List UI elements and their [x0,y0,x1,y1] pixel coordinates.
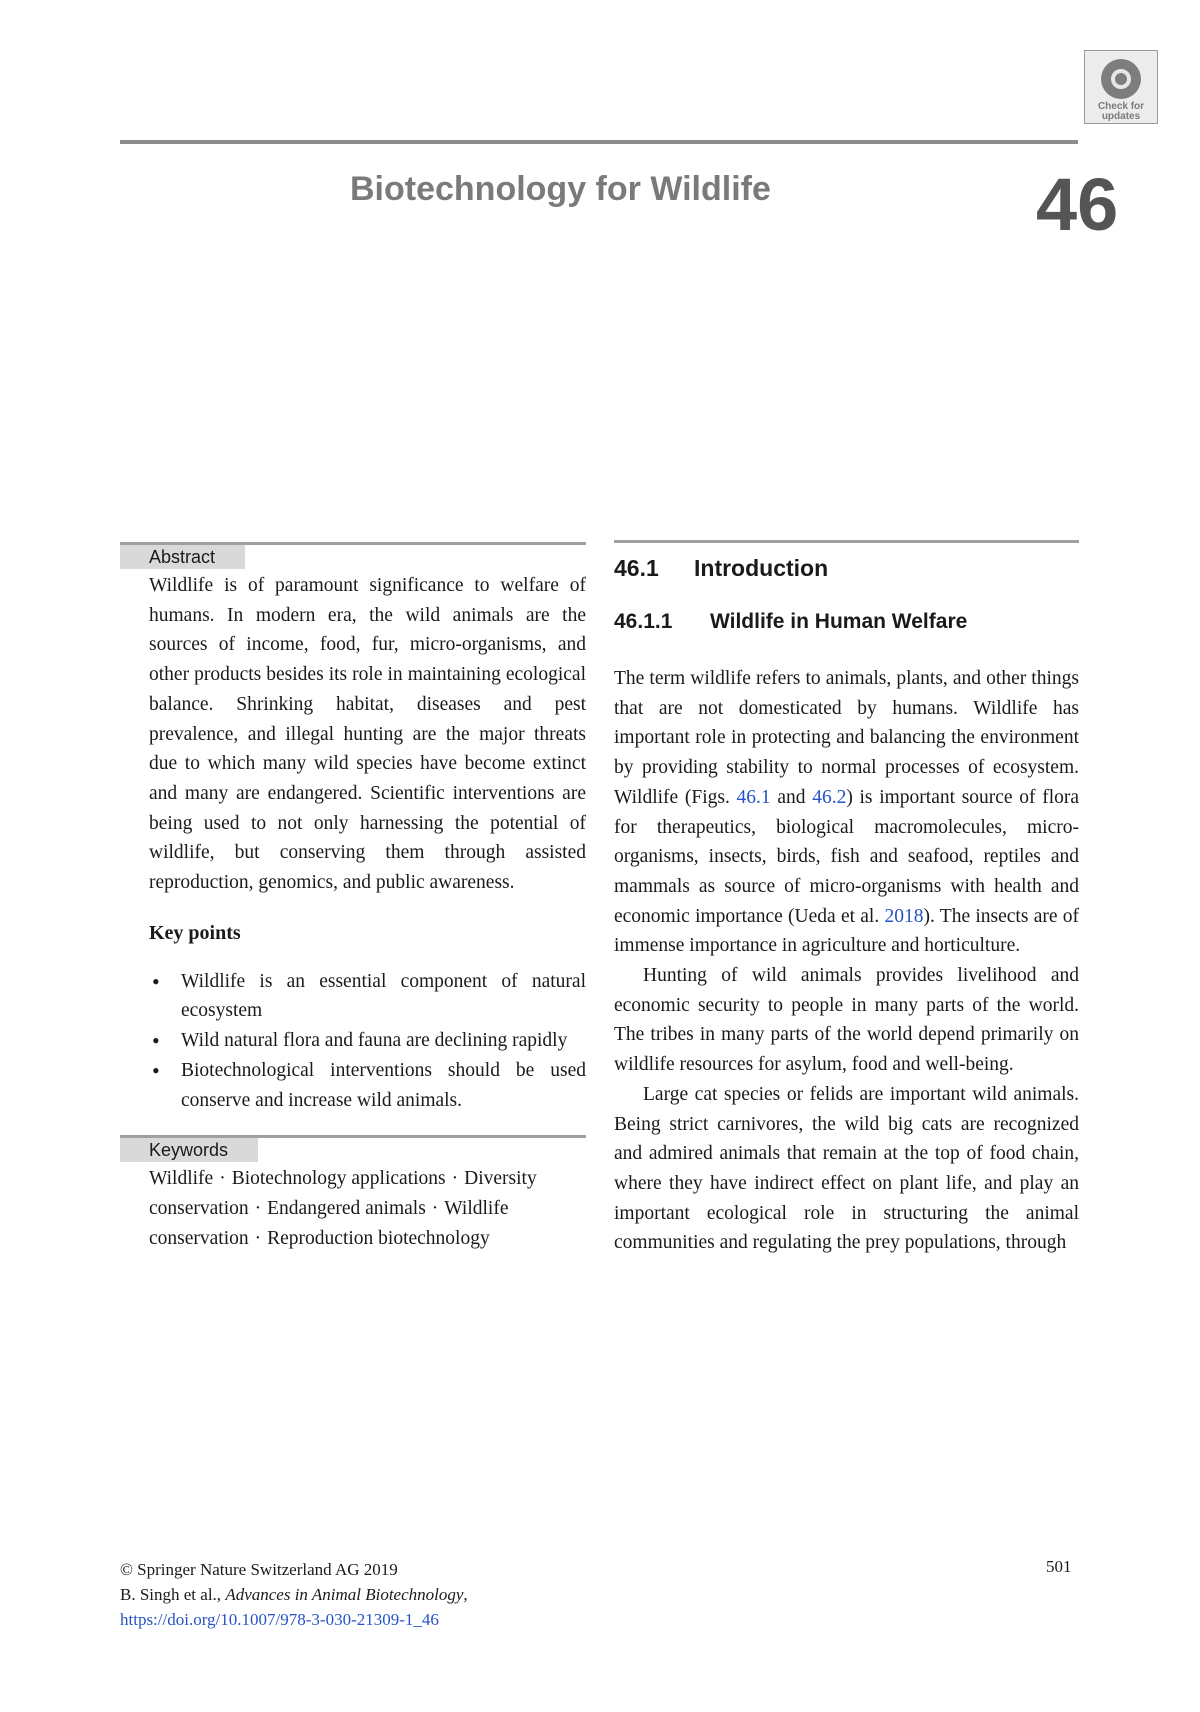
paragraph-text: ) is important source of flora for therapeutics, biological macromolecules, micro-organisms, insects, birds, fish and seafood, reptiles and mammals as source of micro-organisms with health and economic importance (Ueda et al. [614,786,1080,927]
key-points-list [149,967,586,1116]
keyword: Wildlife [149,1168,214,1190]
subsection-heading [614,610,1079,634]
keywords-label: Keywords [120,1138,258,1162]
keyword-separator: · [431,1197,439,1219]
citation-book: Advances in Animal Biotechnology [225,1585,464,1604]
keyword-separator: · [451,1168,459,1190]
chapter-title: Biotechnology for Wildlife [350,170,771,208]
citation-link[interactable]: 2018 [884,905,924,927]
header-rule [120,140,1078,144]
section-rule [614,540,1079,543]
key-point-item: • Wildlife is an essential component of natural ecosystem [149,967,586,1026]
section-number: 46.1 [614,555,659,581]
keyword: Diversity conservation [149,1168,537,1219]
citation [120,1582,468,1607]
abstract-label: Abstract [120,545,245,569]
paragraph-text: ). The insects are of immense importance in agriculture and horticulture. [614,905,1080,957]
keyword: Reproduction biotechnology [267,1227,490,1249]
doi-link[interactable]: https://doi.org/10.1007/978-3-030-21309-1_46 [120,1610,439,1629]
subsection-number: 46.1.1 [614,610,673,633]
keyword: Endangered animals [267,1197,426,1219]
right-column [614,540,1079,1258]
keyword: Biotechnology applications [231,1168,446,1190]
keyword-separator: · [254,1227,262,1249]
chapter-number: 46 [1036,163,1119,246]
keywords-box [120,1135,586,1253]
paragraph-text: and [770,786,813,808]
page-number: 501 [1046,1557,1072,1576]
body-paragraph [614,664,1079,961]
section-heading [614,555,1079,582]
section-title: Introduction [694,555,829,581]
abstract-text: Wildlife is of paramount significance to welfare of humans. In modern era, the wild animals are the sources of income, food, fur, micro-organisms, and other products besides its role in maintaining ecological balance. Shrinking habitat, diseases and pest prevalence, and illegal hunting are the major threats due to which many wild species have become extinct and many are endangered. Scientific interventions are being used to not only harnessing the potential of wildlife, but conserving them through assisted reproduction, genomics, and public awareness. [149,575,586,894]
body-paragraph: Hunting of wild animals provides livelihood and economic security to people in many parts of the world. The tribes in many parts of the world depend primarily on wildlife resources for asylum, food and well-being. [614,965,1079,1076]
footer [120,1557,468,1632]
figure-link[interactable]: 46.1 [736,786,771,808]
key-points-title: Key points [149,921,241,944]
left-column [120,542,586,1253]
check-for-updates-badge[interactable] [1084,50,1158,124]
figure-link[interactable]: 46.2 [812,786,847,808]
check-for-updates-text: Check for updates [1097,101,1145,122]
subsection-title: Wildlife in Human Welfare [710,610,968,633]
citation-end: , [463,1585,468,1604]
key-point-item: • Wild natural flora and fauna are declining rapidly [149,1026,586,1056]
copyright: © Springer Nature Switzerland AG 2019 [120,1560,398,1579]
keyword: Wildlife conservation [149,1197,509,1249]
keyword-separator: · [219,1168,226,1190]
paragraph-text: The term wildlife refers to animals, plants, and other things that are not domesticated by humans. Wildlife has important role in protecting and balancing the environment by providing stability to normal processes of ecosystem. Wildlife (Figs. [614,668,1079,808]
keyword-separator: · [254,1197,262,1219]
keywords-list [149,1164,549,1253]
key-point-item: • Biotechnological interventions should be used conserve and increase wild animals. [149,1056,586,1115]
body-paragraph: Large cat species or felids are important wild animals. Being strict carnivores, the wild big cats are recognized and admired animals that remain at the top of food chain, where they have indirect effect on plant life, and play an important ecological role in structuring the animal communities and regulating the prey populations, through [614,1083,1079,1254]
update-icon [1101,59,1141,99]
citation-authors: B. Singh et al., [120,1585,226,1604]
